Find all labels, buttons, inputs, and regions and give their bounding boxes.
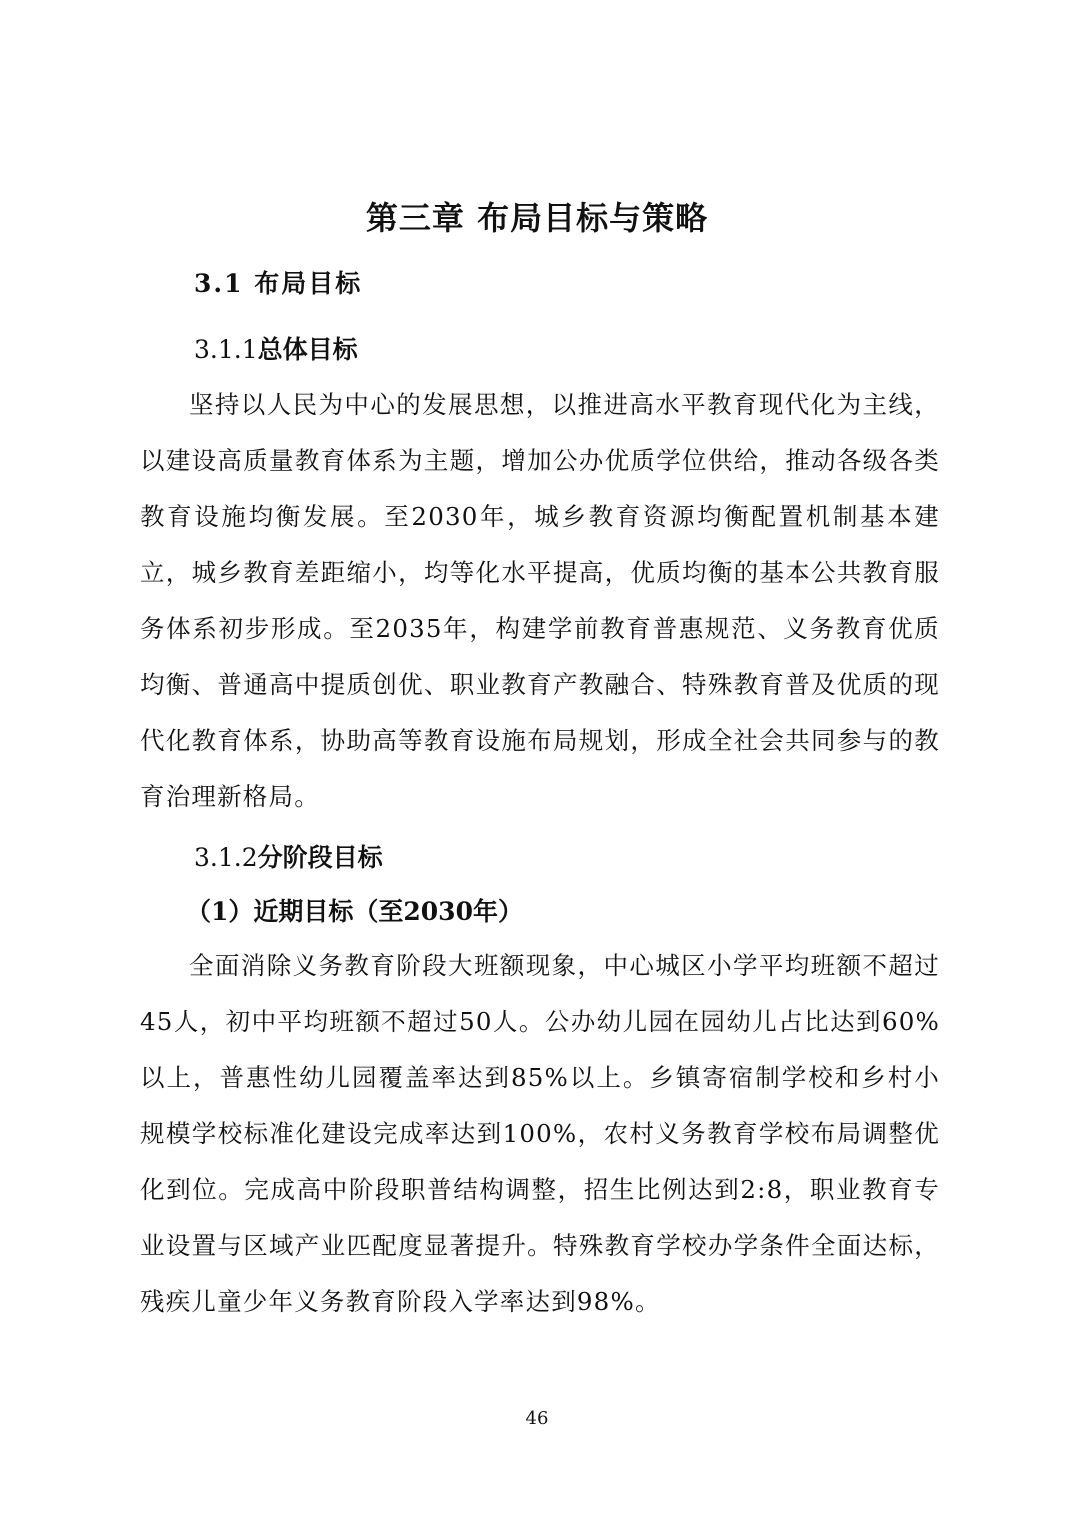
subsection-title: 分阶段目标 [257,843,383,872]
chapter-title: 第三章 布局目标与策略 [365,199,709,237]
overall-goal-paragraph: 坚持以人民为中心的发展思想，以推进高水平教育现代化为主线，以建设高质量教育体系为主题，增加公办优质学位供给，推动各级各类教育设施均衡发展。至2030年，城乡教育资源均衡配置机制基本建立，城乡教育差距缩小，均等化水平提高，优质均衡的基本公共教育服务体系初步形成。至2035年，构建学前教育普惠规范、义务教育优质均衡、普通高中提质创优、职业教育产教融合、特殊教育普及优质的现代化教育体系，协助高等教育设施布局规划，形成全社会共同参与的教育治理新格局。 [140,390,940,811]
page-number: 46 [525,1408,549,1429]
subsection-number: 3.1.2 [194,843,258,872]
near-term-heading: （1）近期目标（至2030年） [186,897,523,926]
subsection-number: 3.1.1 [194,335,258,364]
subsection-heading-3-1-1 [194,334,358,366]
subsection-heading-3-1-2 [194,842,383,874]
subsection-title: 总体目标 [257,335,358,364]
section-heading-3-1: 3.1 布局目标 [194,269,363,298]
near-term-paragraph: 全面消除义务教育阶段大班额现象，中心城区小学平均班额不超过45人，初中平均班额不超过50人。公办幼儿园在园幼儿占比达到60%以上，普惠性幼儿园覆盖率达到85%以上。乡镇寄宿制学校和乡村小规模学校标准化建设完成率达到100%，农村义务教育学校布局调整优化到位。完成高中阶段职普结构调整，招生比例达到2:8，职业教育专业设置与区域产业匹配度显著提升。特殊教育学校办学条件全面达标，残疾儿童少年义务教育阶段入学率达到98%。 [140,951,940,1316]
